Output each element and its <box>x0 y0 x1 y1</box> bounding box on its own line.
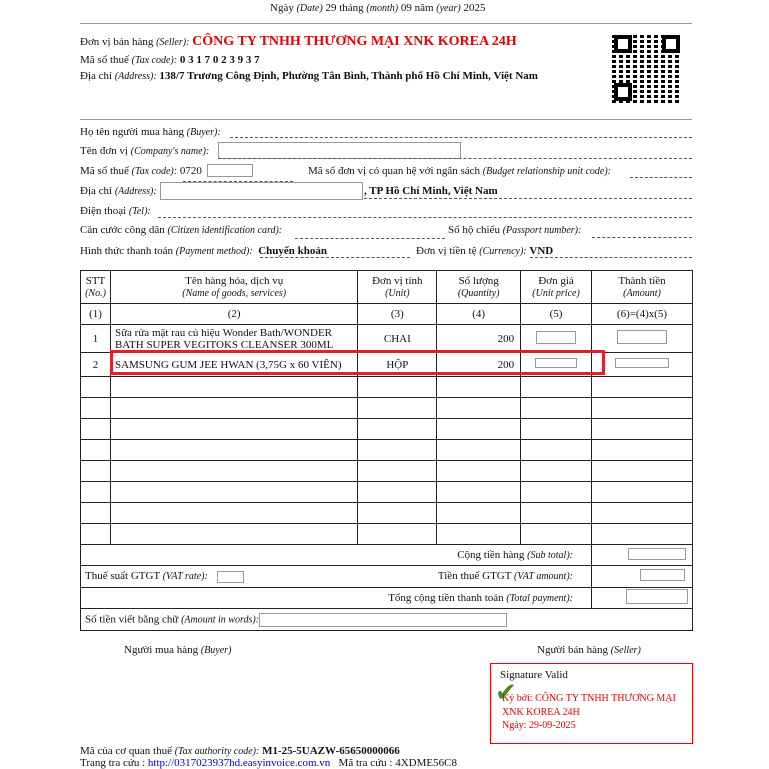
empty-row <box>81 524 693 545</box>
table-header <box>81 271 693 304</box>
empty-row <box>81 398 693 419</box>
empty-row <box>81 482 693 503</box>
payment-method: Hình thức thanh toán (Payment method): Chuyển khoản <box>80 245 327 257</box>
vat-amount-input[interactable] <box>640 569 685 581</box>
empty-row <box>81 440 693 461</box>
tax-authority-code: Mã của cơ quan thuế (Tax authority code): M1-25-5UAZW-65650000066 <box>80 745 400 757</box>
signed-by: Ký bởi: CÔNG TY TNHH THƯƠNG MẠI XNK KOREA 24H <box>502 693 676 718</box>
seller-address: Địa chỉ (Address): 138/7 Trương Công Định, Phường Tân Bình, Thành phố Hồ Chí Minh, Việt Nam <box>80 70 538 82</box>
seller-name: Đơn vị bán hàng (Seller): CÔNG TY TNHH THƯƠNG MẠI XNK KOREA 24H <box>80 34 517 49</box>
divider <box>80 119 692 120</box>
header-no: STT (No.) <box>81 271 111 304</box>
company-name-input[interactable] <box>218 142 461 159</box>
header-name: Tên hàng hóa, dịch vụ (Name of goods, services) <box>110 271 357 304</box>
subtotal-input[interactable] <box>628 548 686 560</box>
buyer-address: Địa chỉ (Address): <box>80 185 157 197</box>
vat-rate-input[interactable] <box>217 571 244 583</box>
subtotal-row: Cộng tiền hàng (Sub total): <box>81 545 693 566</box>
seller-signature-label: Người bán hàng (Seller) <box>537 644 641 656</box>
total-row: Tổng cộng tiền thanh toán (Total payment): <box>81 588 693 609</box>
address-suffix: , TP Hồ Chí Minh, Việt Nam <box>364 185 498 197</box>
checkmark-icon: ✔ <box>495 678 517 707</box>
amount-words-row: Số tiền viết bằng chữ (Amount in words): <box>81 609 693 631</box>
qr-code <box>612 33 682 103</box>
sign-date: Ngày: 29-09-2025 <box>502 720 576 731</box>
empty-row <box>81 419 693 440</box>
header-amount: Thành tiền (Amount) <box>592 271 693 304</box>
currency: Đơn vị tiền tệ (Currency): VND <box>416 245 554 257</box>
header-price: Đơn giá (Unit price) <box>521 271 592 304</box>
column-numbers: (1) (2) (3) (4) (5) (6)=(4)x(5) <box>81 304 693 325</box>
amount-input[interactable] <box>615 358 669 368</box>
table-row: 2 SAMSUNG GUM JEE HWAN (3,75G x 60 VIÊN) HỘP 200 <box>81 353 693 377</box>
buyer-tax: Mã số thuế (Tax code): 0720 <box>80 165 202 177</box>
digital-signature-box <box>490 663 693 744</box>
passport: Số hộ chiếu (Passport number): <box>448 224 582 236</box>
seller-tax: Mã số thuế (Tax code): 0 3 1 7 0 2 3 9 3 7 <box>80 54 260 66</box>
header-unit: Đơn vị tính (Unit) <box>358 271 437 304</box>
amount-words-input[interactable] <box>259 613 507 627</box>
amount-input[interactable] <box>617 330 667 344</box>
invoice-date: Ngày (Date) 29 tháng (month) 09 năm (year) 2025 <box>270 2 486 14</box>
citizen-id: Căn cước công dân (Citizen identification card): <box>80 224 283 236</box>
unit-price-input[interactable] <box>536 331 576 344</box>
lookup-info: Trang tra cứu : http://0317023937hd.easyinvoice.com.vn Mã tra cứu : 4XDME56C8 <box>80 757 457 769</box>
lookup-link[interactable]: http://0317023937hd.easyinvoice.com.vn <box>147 757 331 769</box>
tax-code-input[interactable] <box>207 164 253 177</box>
buyer-name: Họ tên người mua hàng (Buyer): <box>80 126 221 138</box>
address-input[interactable] <box>160 182 363 200</box>
divider <box>80 23 692 24</box>
goods-table <box>80 270 693 631</box>
signature-valid: Signature Valid <box>500 669 568 681</box>
buyer-tel: Điện thoại (Tel): <box>80 205 151 217</box>
highlight-box <box>110 350 605 375</box>
company-name: Tên đơn vị (Company's name): <box>80 145 210 157</box>
empty-row <box>81 503 693 524</box>
total-input[interactable] <box>626 589 688 604</box>
empty-row <box>81 461 693 482</box>
vat-row: Thuế suất GTGT (VAT rate): Tiền thuế GTGT (VAT amount): <box>81 566 693 588</box>
buyer-signature-label: Người mua hàng (Buyer) <box>124 644 232 656</box>
empty-row <box>81 377 693 398</box>
table-row: 1 Sữa rửa mặt rau củ hiệu Wonder Bath/WONDER BATH SUPER VEGITOKS CLEANSER 300ML CHAI 200 <box>81 325 693 353</box>
header-qty: Số lượng (Quantity) <box>437 271 521 304</box>
budget-code: Mã số đơn vị có quan hệ với ngân sách (Budget relationship unit code): <box>308 165 611 177</box>
